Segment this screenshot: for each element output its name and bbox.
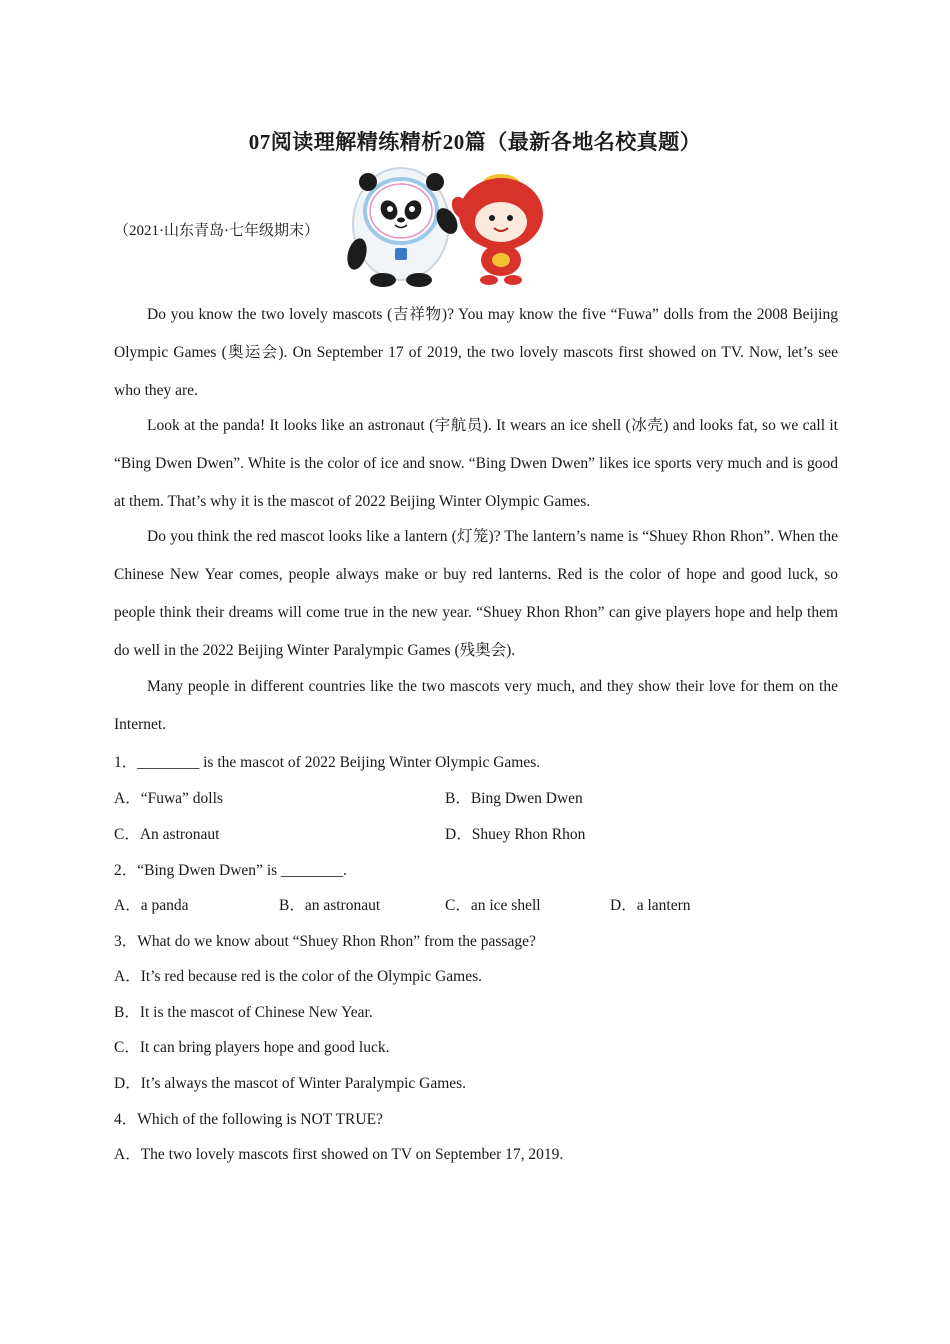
- question-3-option-d: D．It’s always the mascot of Winter Paralympic Games.: [114, 1075, 467, 1092]
- question-1-option-d: D．Shuey Rhon Rhon: [445, 826, 586, 843]
- question-2-stem: 2．“Bing Dwen Dwen” is ________.: [114, 862, 347, 879]
- question-3-option-b: B．It is the mascot of Chinese New Year.: [114, 1004, 373, 1021]
- passage-paragraph-2: Look at the panda! It looks like an astronaut (宇航员). It wears an ice shell (冰壳) and looks fat, so we call it “Bing Dwen Dwen”. White is the color of ice and snow. “Bing Dwen Dwen” likes ice sports very much and is good at them. That’s why it is the mascot of 2022 Beijing Winter Olympic Games.: [114, 417, 838, 510]
- question-2-option-b: B．an astronaut: [279, 897, 381, 914]
- mascots-image: [343, 166, 548, 288]
- question-2-option-a: A．a panda: [114, 897, 189, 914]
- question-2-option-c: C．an ice shell: [445, 897, 541, 914]
- question-1-stem: 1．________ is the mascot of 2022 Beijing Winter Olympic Games.: [114, 754, 541, 771]
- passage-paragraph-3: Do you think the red mascot looks like a lantern (灯笼)? The lantern’s name is “Shuey Rhon Rhon”. When the Chinese New Year comes, people always make or buy red lanterns. Red is the color of hope and good luck, so people think their dreams will come true in the new year. “Shuey Rhon Rhon” can give players hope and help them do well in the 2022 Beijing Winter Paralympic Games (残奥会).: [114, 528, 838, 659]
- question-3-option-a: A．It’s red because red is the color of the Olympic Games.: [114, 968, 483, 985]
- question-1-option-c: C．An astronaut: [114, 826, 220, 843]
- question-3-stem: 3．What do we know about “Shuey Rhon Rhon” from the passage?: [114, 933, 536, 950]
- question-1-option-b: B．Bing Dwen Dwen: [445, 790, 583, 807]
- bing-dwen-dwen-figure: [344, 168, 462, 287]
- question-1-option-a: A．“Fuwa” dolls: [114, 790, 223, 807]
- question-4-stem: 4．Which of the following is NOT TRUE?: [114, 1111, 383, 1128]
- passage-paragraph-4: Many people in different countries like the two mascots very much, and they show their love for them on the Internet.: [114, 678, 838, 733]
- question-3-option-c: C．It can bring players hope and good luck.: [114, 1039, 390, 1056]
- question-4-option-a: A．The two lovely mascots first showed on TV on September 17, 2019.: [114, 1146, 564, 1163]
- source-label: （2021·山东青岛·七年级期末）: [114, 223, 319, 239]
- shuey-rhon-rhon-figure: [448, 174, 543, 285]
- page-title: 07阅读理解精练精析20篇（最新各地名校真题）: [248, 130, 702, 154]
- question-2-option-d: D．a lantern: [610, 897, 691, 914]
- passage-paragraph-1: Do you know the two lovely mascots (吉祥物)? You may know the five “Fuwa” dolls from the 2008 Beijing Olympic Games (奥运会). On September 17 of 2019, the two lovely mascots first showed on TV. Now, let’s see who they are.: [114, 306, 838, 399]
